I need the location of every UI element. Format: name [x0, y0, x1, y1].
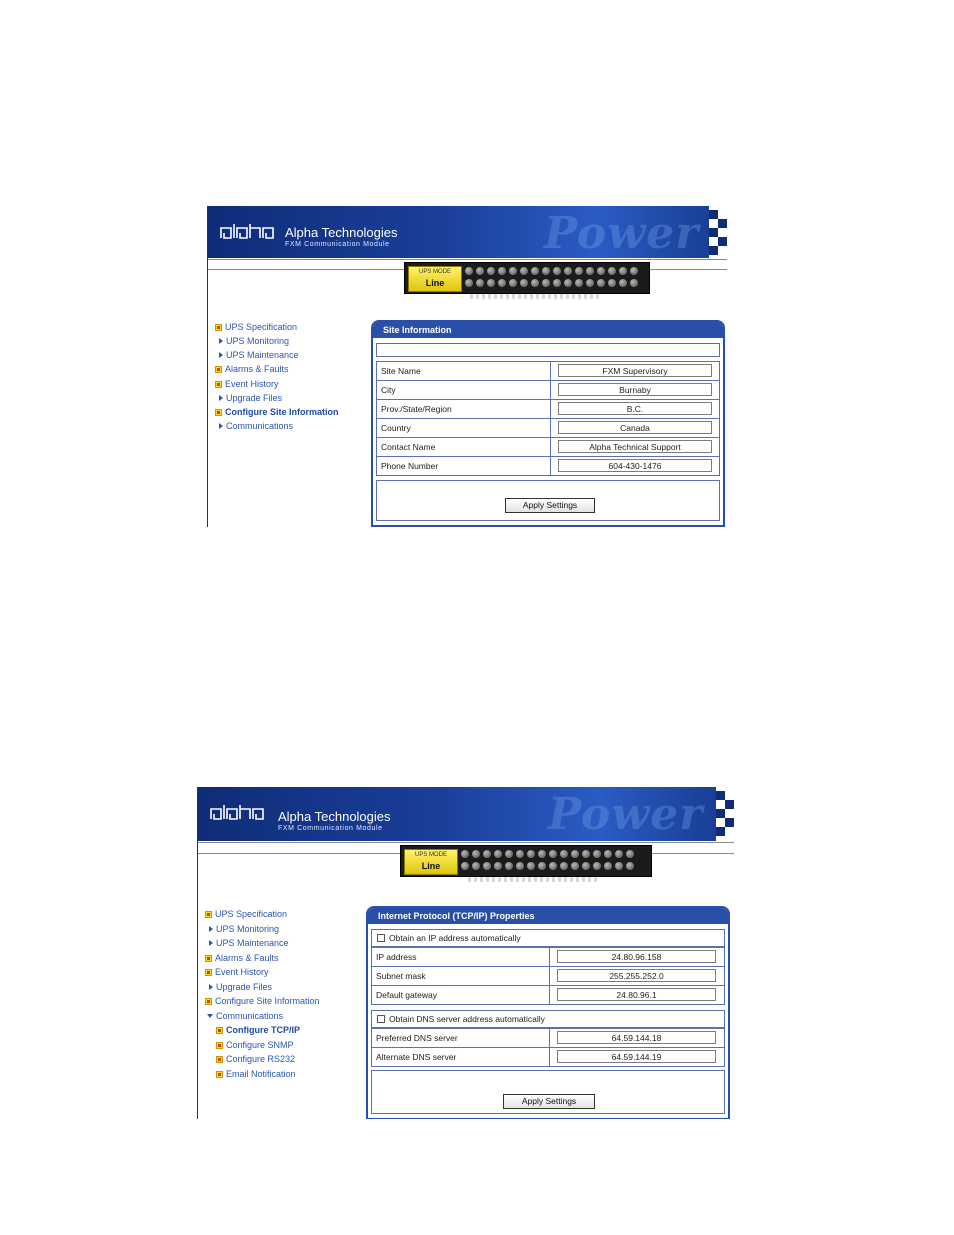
ups-mode-label: UPS MODE: [418, 269, 451, 275]
led-indicator: [487, 279, 495, 287]
led-indicator: [619, 267, 627, 275]
header-banner: [208, 206, 727, 258]
field-row-ip-address: [371, 947, 725, 967]
field-row-preferred-dns: [371, 1028, 725, 1048]
site-information-panel: [371, 320, 725, 527]
arrow-right-icon: [209, 984, 213, 990]
led-indicator: [472, 862, 480, 870]
region-input[interactable]: B.C.: [558, 402, 712, 415]
arrow-down-icon: [207, 1014, 213, 1018]
led-indicator: [483, 862, 491, 870]
bullet-icon: [216, 1056, 223, 1063]
header-watermark: Power: [544, 208, 700, 258]
obtain-dns-label: Obtain DNS server address automatically: [389, 1014, 545, 1024]
led-indicator: [575, 267, 583, 275]
field-row-city: [376, 380, 720, 400]
led-indicator: [498, 279, 506, 287]
led-indicator: [461, 862, 469, 870]
field-label: Alternate DNS server: [376, 1052, 457, 1062]
arrow-right-icon: [219, 338, 223, 344]
field-row-contact-name: [376, 437, 720, 457]
led-indicator: [615, 850, 623, 858]
ups-mode-indicator: [408, 266, 462, 292]
field-label: Site Name: [381, 366, 421, 376]
led-indicator: [476, 267, 484, 275]
bullet-icon: [216, 1042, 223, 1049]
led-indicator: [593, 850, 601, 858]
nav-item-ups-specification[interactable]: UPS Specification: [205, 909, 287, 919]
field-label: Phone Number: [381, 461, 439, 471]
brand-name: Alpha Technologies: [285, 225, 398, 240]
led-indicator: [498, 267, 506, 275]
led-indicator: [626, 862, 634, 870]
bullet-icon: [215, 366, 222, 373]
led-indicator: [509, 279, 517, 287]
led-indicator: [571, 862, 579, 870]
nav-item-event-history[interactable]: Event History: [215, 379, 279, 389]
arrow-right-icon: [219, 423, 223, 429]
led-indicator: [575, 279, 583, 287]
site-name-input[interactable]: FXM Supervisory: [558, 364, 712, 377]
led-indicator: [604, 850, 612, 858]
bullet-icon: [215, 381, 222, 388]
field-label: Prov./State/Region: [381, 404, 452, 414]
nav-item-configure-snmp[interactable]: Configure SNMP: [216, 1040, 294, 1050]
led-indicator: [564, 279, 572, 287]
brand-subtitle: FXM Communication Module: [285, 241, 390, 248]
header-watermark: Power: [548, 789, 704, 840]
obtain-ip-checkbox[interactable]: [377, 934, 385, 942]
arrow-right-icon: [209, 940, 213, 946]
led-indicator: [560, 850, 568, 858]
led-indicator: [553, 267, 561, 275]
led-indicator: [483, 850, 491, 858]
led-indicator: [487, 267, 495, 275]
led-indicator: [608, 267, 616, 275]
ups-mode-value: Line: [421, 861, 441, 871]
arrow-right-icon: [219, 352, 223, 358]
nav-item-communications[interactable]: Communications: [215, 421, 293, 431]
nav-item-alarms-faults[interactable]: Alarms & Faults: [205, 953, 279, 963]
default-gateway-input[interactable]: 24.80.96.1: [557, 988, 716, 1001]
alpha-logo-icon: [210, 803, 268, 821]
phone-number-input[interactable]: 604-430-1476: [558, 459, 712, 472]
bullet-icon: [215, 324, 222, 331]
nav-item-ups-maintenance[interactable]: UPS Maintenance: [215, 350, 299, 360]
obtain-ip-row: [371, 929, 725, 947]
country-input[interactable]: Canada: [558, 421, 712, 434]
preferred-dns-input[interactable]: 64.59.144.18: [557, 1031, 716, 1044]
nav-item-configure-rs232[interactable]: Configure RS232: [216, 1054, 295, 1064]
corner-pattern-icon: [709, 206, 727, 258]
led-indicator: [538, 862, 546, 870]
field-row-country: [376, 418, 720, 438]
nav-item-configure-tcpip[interactable]: Configure TCP/IP: [216, 1025, 300, 1035]
nav-item-email-notification[interactable]: Email Notification: [216, 1069, 296, 1079]
obtain-dns-row: [371, 1010, 725, 1028]
led-indicator: [549, 850, 557, 858]
led-indicator: [564, 267, 572, 275]
led-indicator: [571, 850, 579, 858]
led-indicator: [597, 279, 605, 287]
header-banner: [198, 787, 734, 841]
ups-mode-label: UPS MODE: [414, 852, 447, 858]
nav-item-event-history[interactable]: Event History: [205, 967, 269, 977]
led-indicator: [597, 267, 605, 275]
obtain-dns-checkbox[interactable]: [377, 1015, 385, 1023]
led-indicator: [582, 862, 590, 870]
apply-settings-button[interactable]: Apply Settings: [503, 1094, 595, 1109]
led-indicator: [494, 850, 502, 858]
field-label: IP address: [376, 952, 417, 962]
bullet-icon: [215, 409, 222, 416]
led-indicator: [619, 279, 627, 287]
nav-item-alarms-faults[interactable]: Alarms & Faults: [215, 364, 289, 374]
nav-item-ups-monitoring[interactable]: UPS Monitoring: [205, 924, 279, 934]
led-indicator: [494, 862, 502, 870]
nav-item-communications[interactable]: Communications: [205, 1011, 283, 1021]
nav-item-configure-site-information[interactable]: Configure Site Information: [205, 996, 320, 1006]
bullet-icon: [205, 911, 212, 918]
field-row-default-gateway: [371, 985, 725, 1005]
nav-item-ups-maintenance[interactable]: UPS Maintenance: [205, 938, 289, 948]
led-indicator: [542, 279, 550, 287]
field-label: Default gateway: [376, 990, 437, 1000]
nav-item-ups-monitoring[interactable]: UPS Monitoring: [215, 336, 289, 346]
apply-settings-button[interactable]: Apply Settings: [505, 498, 595, 513]
led-indicator: [465, 279, 473, 287]
led-indicator: [615, 862, 623, 870]
ip-address-input[interactable]: 24.80.96.158: [557, 950, 716, 963]
led-indicator: [560, 862, 568, 870]
led-indicator: [586, 279, 594, 287]
led-indicator: [582, 850, 590, 858]
brand-subtitle: FXM Communication Module: [278, 825, 383, 832]
led-indicator: [604, 862, 612, 870]
field-label: Subnet mask: [376, 971, 426, 981]
field-row-alternate-dns: [371, 1047, 725, 1067]
alpha-logo-icon: [220, 222, 278, 240]
led-indicator: [509, 267, 517, 275]
led-indicator: [520, 279, 528, 287]
tcpip-properties-panel: [366, 906, 730, 1119]
led-indicator: [465, 267, 473, 275]
led-indicator: [531, 267, 539, 275]
led-indicator: [549, 862, 557, 870]
led-indicator: [516, 862, 524, 870]
led-indicator: [516, 850, 524, 858]
led-indicator: [461, 850, 469, 858]
panel-title: Internet Protocol (TCP/IP) Properties: [368, 908, 728, 924]
bullet-icon: [205, 998, 212, 1005]
subnet-mask-input[interactable]: 255.255.252.0: [557, 969, 716, 982]
led-indicator: [505, 862, 513, 870]
nav-item-ups-specification[interactable]: UPS Specification: [215, 322, 297, 332]
led-indicator: [586, 267, 594, 275]
ups-mode-value: Line: [425, 278, 445, 288]
obtain-ip-label: Obtain an IP address automatically: [389, 933, 521, 943]
led-indicator: [542, 267, 550, 275]
arrow-right-icon: [219, 395, 223, 401]
screenshot-site-information: [207, 206, 727, 527]
nav-item-upgrade-files[interactable]: Upgrade Files: [205, 982, 272, 992]
led-indicator: [630, 267, 638, 275]
corner-pattern-icon: [716, 787, 734, 841]
bullet-icon: [216, 1071, 223, 1078]
led-indicator: [593, 862, 601, 870]
led-indicator: [626, 850, 634, 858]
bullet-icon: [205, 955, 212, 962]
bullet-icon: [216, 1027, 223, 1034]
ups-mode-indicator: [404, 849, 458, 875]
status-led-panel: [404, 262, 650, 294]
field-label: Country: [381, 423, 411, 433]
led-indicator: [472, 850, 480, 858]
led-indicator: [608, 279, 616, 287]
led-indicator: [531, 279, 539, 287]
field-row-region: [376, 399, 720, 419]
field-row-phone-number: [376, 456, 720, 476]
led-indicator: [527, 862, 535, 870]
led-indicator: [476, 279, 484, 287]
bullet-icon: [205, 969, 212, 976]
led-indicator: [527, 850, 535, 858]
contact-name-input[interactable]: Alpha Technical Support: [558, 440, 712, 453]
arrow-right-icon: [209, 926, 213, 932]
led-indicator: [520, 267, 528, 275]
field-row-subnet-mask: [371, 966, 725, 986]
panel-title: Site Information: [373, 322, 723, 338]
screenshot-tcpip-properties: [197, 787, 734, 1119]
field-label: City: [381, 385, 396, 395]
nav-item-configure-site-information[interactable]: Configure Site Information: [215, 407, 339, 417]
led-indicator: [553, 279, 561, 287]
field-row-site-name: [376, 361, 720, 381]
field-label: Preferred DNS server: [376, 1033, 458, 1043]
led-indicator: [505, 850, 513, 858]
status-led-panel: [400, 845, 652, 877]
nav-item-upgrade-files[interactable]: Upgrade Files: [215, 393, 282, 403]
led-indicator: [630, 279, 638, 287]
alternate-dns-input[interactable]: 64.59.144.19: [557, 1050, 716, 1063]
field-label: Contact Name: [381, 442, 436, 452]
led-indicator: [538, 850, 546, 858]
brand-name: Alpha Technologies: [278, 809, 391, 824]
city-input[interactable]: Burnaby: [558, 383, 712, 396]
